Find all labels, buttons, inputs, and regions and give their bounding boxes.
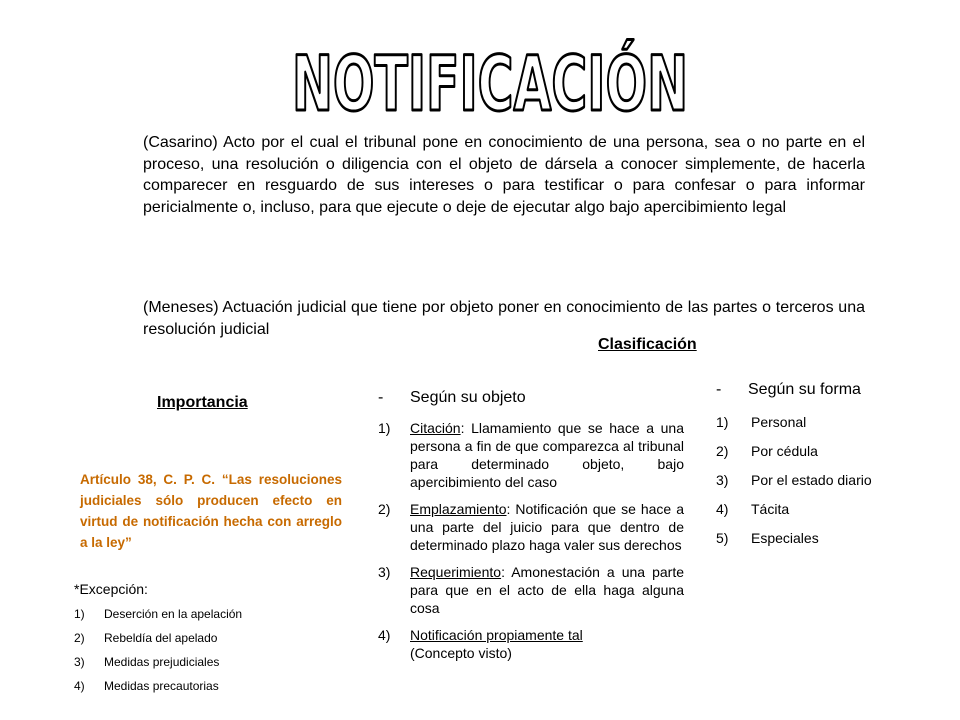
objeto-heading-label: Según su objeto xyxy=(410,389,526,406)
forma-section-heading xyxy=(716,381,861,399)
item-number: 2) xyxy=(716,443,729,459)
item-text: Deserción en la apelación xyxy=(104,607,243,621)
clasificacion-heading: Clasificación xyxy=(598,336,697,353)
bullet-dash: - xyxy=(378,389,384,406)
list-item xyxy=(378,563,684,617)
item-text: Por el estado diario xyxy=(751,472,872,488)
objeto-list xyxy=(378,419,684,671)
list-item xyxy=(716,529,916,558)
importancia-heading: Importancia xyxy=(157,394,248,411)
item-text: Por cédula xyxy=(751,443,818,459)
list-item xyxy=(74,678,314,702)
list-item xyxy=(716,500,916,529)
list-item xyxy=(378,626,684,662)
item-number: 3) xyxy=(378,564,391,580)
item-number: 3) xyxy=(716,472,729,488)
item-text: Tácita xyxy=(751,501,790,517)
forma-list xyxy=(716,413,916,558)
item-text: : Notificación que se hace a una parte del juicio para que dentro de determinado plazo haga valer sus derechos xyxy=(410,501,684,553)
definition-casarino: (Casarino) Acto por el cual el tribunal pone en conocimiento de una persona, sea o no parte en el proceso, una resolución o diligencia con el objeto de dársela a conocer simplemente, de hacerla comparecer en resguardo de sus intereses o para testificar o para confesar o para informar pericialmente o, incluso, para que ejecute o deje de ejecutar algo bajo apercibimiento legal xyxy=(143,134,865,216)
item-number: 4) xyxy=(74,679,85,693)
list-item xyxy=(74,606,314,630)
list-item xyxy=(378,419,684,491)
item-text: Personal xyxy=(751,414,807,430)
list-item xyxy=(716,442,916,471)
item-number: 1) xyxy=(74,607,85,621)
item-text: Rebeldía del apelado xyxy=(104,631,218,645)
item-number: 4) xyxy=(716,501,729,517)
articulo-quote: Artículo 38, C. P. C. “Las resoluciones judiciales sólo producen efecto en virtud de notificación hecha con arreglo a la ley” xyxy=(80,472,342,550)
item-number: 1) xyxy=(378,420,391,436)
item-term: Requerimiento xyxy=(410,564,502,580)
item-number: 4) xyxy=(378,627,391,643)
item-text: Medidas prejudiciales xyxy=(104,655,220,669)
item-text: (Concepto visto) xyxy=(410,645,512,661)
forma-heading-label: Según su forma xyxy=(748,381,861,398)
item-term: Citación xyxy=(410,420,461,436)
item-term: Emplazamiento xyxy=(410,501,507,517)
item-text: : Llamamiento que se hace a una persona a fin de que comparezca al tribunal para determinado objeto, bajo apercibimiento del caso xyxy=(410,420,684,490)
page-title-text: NOTIFICACIÓN xyxy=(292,39,908,128)
excepcion-list xyxy=(74,606,314,702)
page-title xyxy=(270,39,908,128)
item-number: 1) xyxy=(716,414,729,430)
bullet-dash: - xyxy=(716,381,722,398)
item-number: 5) xyxy=(716,530,729,546)
item-text: Medidas precautorias xyxy=(104,679,219,693)
item-text: Especiales xyxy=(751,530,819,546)
item-number: 3) xyxy=(74,655,85,669)
list-item xyxy=(74,630,314,654)
item-number: 2) xyxy=(74,631,85,645)
item-number: 2) xyxy=(378,501,391,517)
item-text: : Amonestación a una parte para que en el acto de ella haga alguna cosa xyxy=(410,564,684,616)
excepcion-label: *Excepción: xyxy=(74,581,148,597)
list-item xyxy=(716,413,916,442)
list-item xyxy=(74,654,314,678)
list-item xyxy=(716,471,916,500)
item-term: Notificación propiamente tal xyxy=(410,627,583,643)
list-item xyxy=(378,500,684,554)
objeto-section-heading xyxy=(378,389,526,407)
definition-meneses: (Meneses) Actuación judicial que tiene por objeto poner en conocimiento de las partes o terceros una resolución judicial xyxy=(143,299,865,338)
